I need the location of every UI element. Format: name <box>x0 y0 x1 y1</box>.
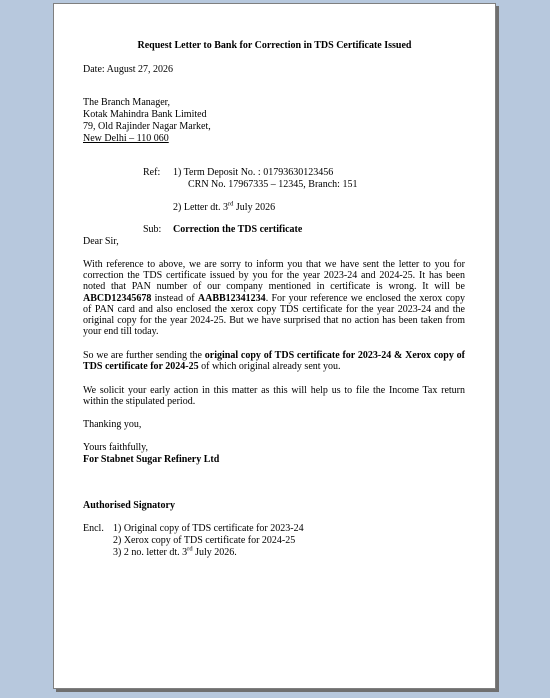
ref-item-1-crn: CRN No. 17967335 – 12345, Branch: 151 <box>188 179 358 190</box>
subject-label: Sub: <box>143 224 162 235</box>
enclosure-item-3-prefix: 3) 2 no. letter dt. 3 <box>113 547 188 558</box>
paragraph-2-bold: original copy of TDS certificate for 2023-24 & Xerox copy of TDS certificate for 2024-25 <box>83 350 465 373</box>
enclosure-item-2: 2) Xerox copy of TDS certificate for 2024-25 <box>113 535 296 546</box>
company-name: For Stabnet Sugar Refinery Ltd <box>83 454 220 465</box>
paragraph-1-text-a: With reference to above, we are sorry to inform you that we have sent the letter to you for correction the TDS certificate issued by you for the year 2023-24 and 2024-25. It has been noted that PAN number of our company mentioned in certificate is wrong. It will be <box>83 259 465 293</box>
pan-correct: ABCD12345678 <box>83 292 152 304</box>
ref-item-2-prefix: 2) Letter dt. 3 <box>173 202 228 213</box>
address-line-3: 79, Old Rajinder Nagar Market, <box>83 121 211 132</box>
enclosure-label: Encl. <box>83 523 104 534</box>
address-line-2: Kotak Mahindra Bank Limited <box>83 109 207 120</box>
paragraph-2-text-a: So we are further sending the <box>83 350 205 361</box>
ref-item-2-suffix: July 2026 <box>233 202 276 213</box>
letter-title: Request Letter to Bank for Correction in TDS Certificate Issued <box>137 40 412 51</box>
address-line-1: The Branch Manager, <box>83 97 171 108</box>
enclosure-item-3 <box>113 547 237 559</box>
closing-line: Yours faithfully, <box>83 442 149 453</box>
paragraph-1-text-b: instead of <box>151 292 198 304</box>
paragraph-1 <box>83 259 465 337</box>
subject-text: Correction the TDS certificate <box>173 224 303 235</box>
ref-item-2 <box>173 202 275 214</box>
enclosure-item-1: 1) Original copy of TDS certificate for 2023-24 <box>113 523 304 534</box>
thanks-line: Thanking you, <box>83 419 142 430</box>
paragraph-2-text-b: of which original already sent you. <box>198 361 341 373</box>
pan-wrong: AABB12341234 <box>197 292 266 304</box>
ref-label: Ref: <box>143 167 161 178</box>
enclosure-item-3-sup: rd <box>187 545 193 553</box>
paragraph-2 <box>83 350 465 372</box>
paragraph-3: We solicit your early action in this matter as this will help us to file the Income Tax return within the stipulated period. <box>83 385 465 408</box>
letter-date: Date: August 27, 2026 <box>83 64 173 75</box>
ref-item-2-sup: rd <box>227 200 234 208</box>
enclosure-item-3-suffix: July 2026. <box>192 547 237 558</box>
authorised-signatory: Authorised Signatory <box>83 500 175 511</box>
document-page <box>53 3 496 689</box>
salutation: Dear Sir, <box>83 236 119 247</box>
ref-item-1: 1) Term Deposit No. : 01793630123456 <box>173 167 334 178</box>
address-line-4: New Delhi – 110 060 <box>83 133 169 144</box>
paragraph-1-text-c: . For your reference we enclosed the xerox copy of PAN card and also enclosed the xerox copy TDS certificate for the year 2023-24 and the original copy for the year 2024-25. But we have surprised that no action has been taken from your end till today. <box>83 292 466 338</box>
